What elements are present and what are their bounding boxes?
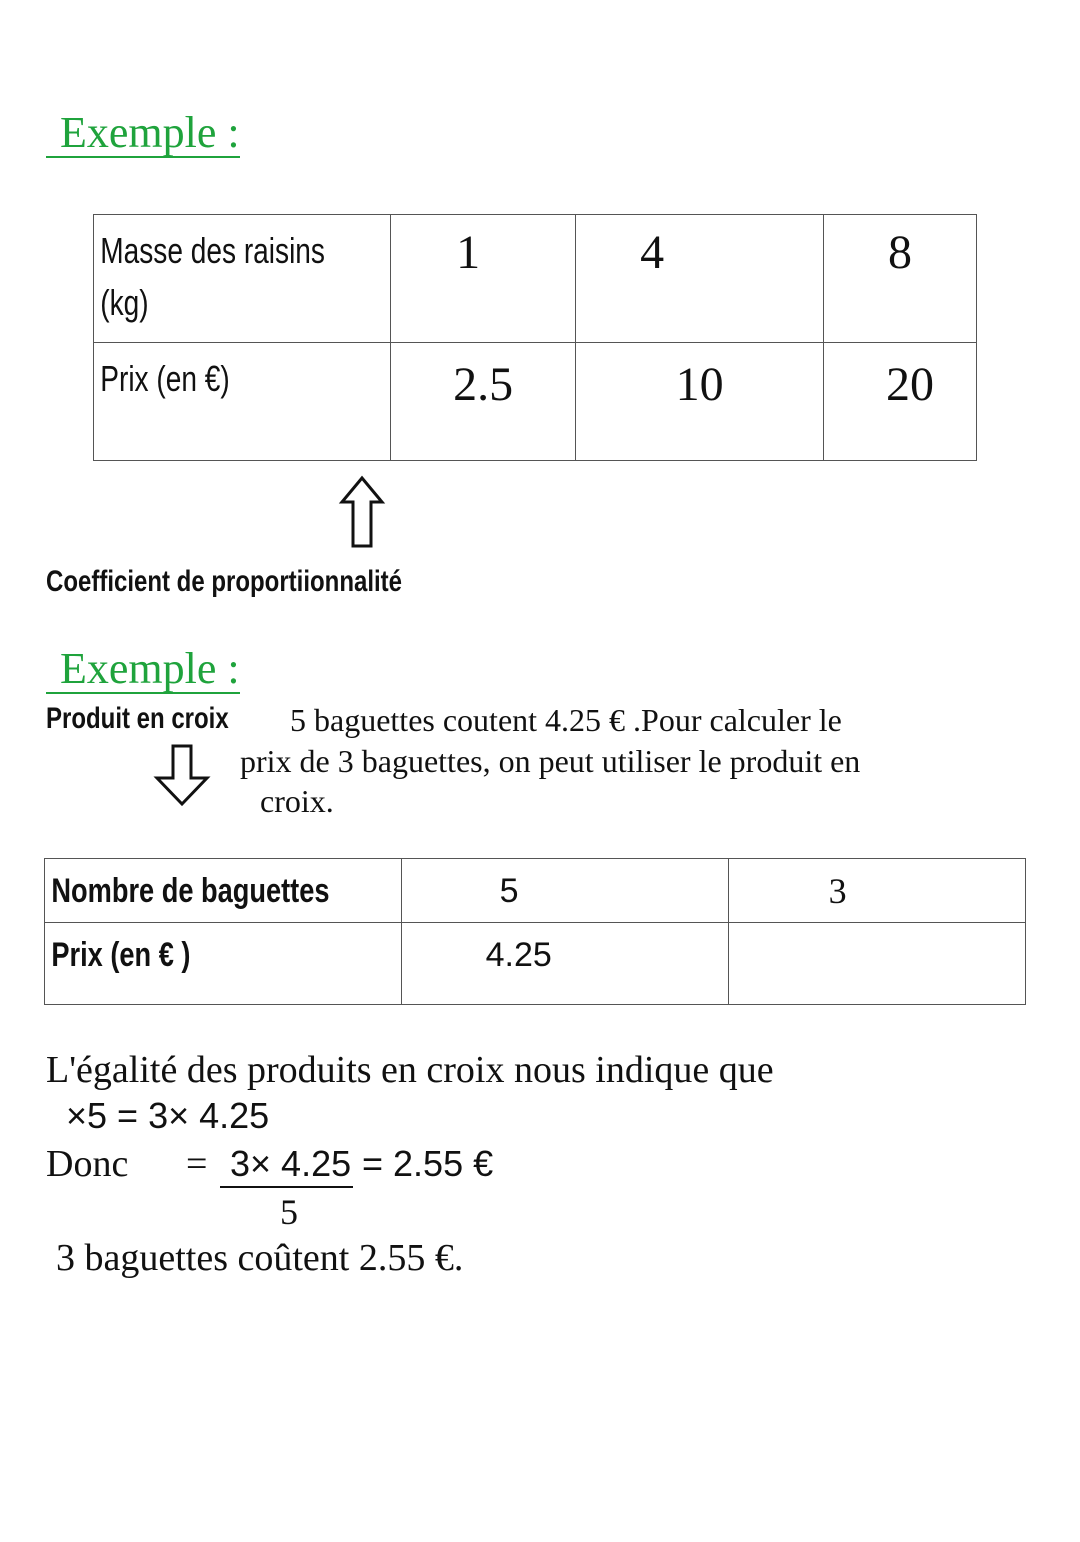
price-value-3: 20 bbox=[886, 358, 935, 411]
grape-price-table bbox=[93, 214, 977, 461]
equation: ×5 = 3× 4.25 bbox=[66, 1095, 270, 1136]
table-header-cell bbox=[45, 859, 402, 923]
table-cell bbox=[401, 923, 728, 1005]
table-cell bbox=[391, 215, 576, 343]
table-cell bbox=[391, 343, 576, 461]
table-header-cell bbox=[45, 923, 402, 1005]
statement-line-3: croix. bbox=[260, 783, 334, 819]
count-value-1: 5 bbox=[499, 872, 519, 910]
price-value-2: 10 bbox=[675, 358, 724, 411]
statement-line-1: 5 baguettes coutent 4.25 € .Pour calculer le bbox=[290, 702, 842, 738]
fraction-prefix: = bbox=[186, 1143, 208, 1185]
fraction-numerator: 3× 4.25 bbox=[220, 1142, 353, 1188]
row-label-mass: Masse des raisins bbox=[100, 230, 325, 271]
table-header-cell bbox=[94, 343, 391, 461]
statement-line-2: prix de 3 baguettes, on peut utiliser le produit en bbox=[240, 743, 861, 779]
conclusion: 3 baguettes coûtent 2.55 €. bbox=[56, 1237, 464, 1279]
mass-value-1: 1 bbox=[456, 226, 481, 279]
cross-product-label: Produit en croix bbox=[46, 702, 229, 735]
up-arrow-icon bbox=[338, 474, 386, 550]
table-row bbox=[45, 923, 1026, 1005]
down-arrow-icon bbox=[152, 742, 212, 808]
table-row bbox=[94, 215, 977, 343]
baguette-table bbox=[44, 858, 1026, 1005]
example1-heading: Exemple : bbox=[46, 110, 240, 158]
table-cell bbox=[728, 923, 1025, 1005]
table-cell bbox=[576, 215, 824, 343]
row-label-price2: Prix (en € ) bbox=[51, 936, 191, 974]
fraction-denominator: 5 bbox=[280, 1192, 298, 1232]
table-cell bbox=[824, 215, 977, 343]
donc-label: Donc bbox=[46, 1143, 129, 1185]
table-cell bbox=[728, 859, 1025, 923]
table-row bbox=[45, 859, 1026, 923]
table-header-cell bbox=[94, 215, 391, 343]
fraction-suffix: = 2.55 € bbox=[362, 1143, 494, 1184]
price2-value-1: 4.25 bbox=[485, 936, 552, 974]
mass-value-2: 4 bbox=[640, 226, 665, 279]
count-value-2: 3 bbox=[828, 871, 847, 911]
row-label-count: Nombre de baguettes bbox=[51, 872, 330, 910]
table-cell bbox=[401, 859, 728, 923]
row-label-mass-unit: (kg) bbox=[100, 282, 149, 323]
price-value-1: 2.5 bbox=[453, 358, 514, 411]
mass-value-3: 8 bbox=[888, 226, 913, 279]
table-cell bbox=[576, 343, 824, 461]
example2-heading: Exemple : bbox=[46, 646, 240, 694]
row-label-price: Prix (en €) bbox=[100, 358, 230, 399]
table-cell bbox=[824, 343, 977, 461]
table-row bbox=[94, 343, 977, 461]
equality-text: L'égalité des produits en croix nous indique que bbox=[46, 1049, 774, 1091]
coefficient-label: Coefficient de proportiionnalité bbox=[46, 565, 403, 598]
